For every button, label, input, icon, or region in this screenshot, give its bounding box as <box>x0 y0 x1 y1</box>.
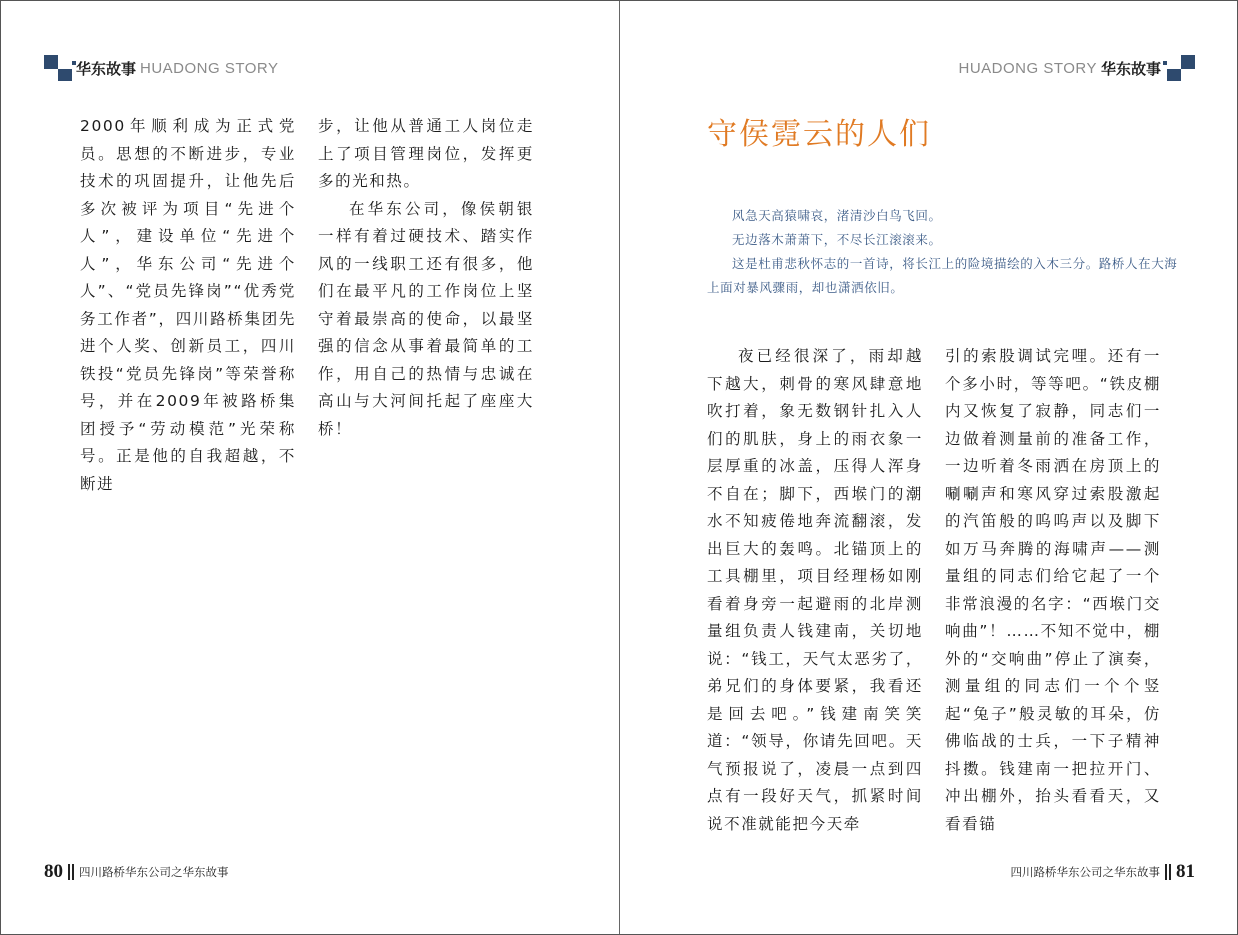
paragraph: 引的索股调试完哩。还有一个多小时，等等吧。“铁皮棚内又恢复了寂静，同志们一边做着测量前的准备工作，一边听着冬雨洒在房顶上的唰唰声和寒风穿过索股激起的汽笛般的呜呜声以及脚下如万马奔腾的海啸声——测量组的同志们给它起了一个非常浪漫的名字：“西堠门交响曲”！……不知不觉中，棚外的“交响曲”停止了演奏，测量组的同志们一个个竖起“兔子”般灵敏的耳朵，仿佛临战的士兵，一下子精神抖擞。钱建南一把拉开门、冲出棚外，抬头看看天，又看看锚 <box>945 347 1161 833</box>
left-page <box>1 1 619 934</box>
intro-line: 无边落木萧萧下，不尽长江滚滚来。 <box>732 232 942 247</box>
page-number: 80 <box>44 861 63 882</box>
page-number: 81 <box>1176 861 1195 882</box>
right-column-2 <box>945 343 1161 838</box>
left-column-1 <box>80 113 296 498</box>
intro-poem <box>707 204 1179 300</box>
header-title-en: HUADONG STORY <box>140 59 279 77</box>
article-title: 守侯霓云的人们 <box>707 117 931 152</box>
right-header <box>959 55 1195 81</box>
right-page <box>620 1 1237 934</box>
intro-line: 风急天高猿啸哀，渚清沙白鸟飞回。 <box>732 208 942 223</box>
paragraph: 2000年顺利成为正式党员。思想的不断进步，专业技术的巩固提升，让他先后多次被评为项目“先进个人”，建设单位“先进个人”，华东公司“先进个人”、“党员先锋岗”“优秀党务工作者”，四川路桥集团先进个人奖、创新员工，四川铁投“党员先锋岗”等荣誉称号，并在2009年被路桥集团授予“劳动模范”光荣称号。正是他的自我超越，不断进 <box>80 117 296 493</box>
header-logo-blocks-icon <box>44 55 76 81</box>
left-header <box>44 55 278 81</box>
footer-text: 四川路桥华东公司之华东故事 <box>1010 865 1160 879</box>
footer-divider <box>1165 864 1171 880</box>
paragraph: 步，让他从普通工人岗位走上了项目管理岗位，发挥更多的光和热。 <box>318 117 534 190</box>
header-title-en: HUADONG STORY <box>958 59 1097 77</box>
header-title-cn: 华东故事 <box>1100 59 1161 78</box>
right-column-1 <box>707 343 923 838</box>
header-title-cn: 华东故事 <box>76 59 137 78</box>
footer-text: 四川路桥华东公司之华东故事 <box>79 865 229 879</box>
paragraph: 夜已经很深了，雨却越下越大，刺骨的寒风肆意地吹打着，象无数钢针扎入人们的肌肤，身上的雨衣象一层厚重的冰盖，压得人浑身不自在；脚下，西堠门的潮水不知疲倦地奔流翻滚，发出巨大的轰鸣。北锚顶上的工具棚里，项目经理杨如刚看着身旁一起避雨的北岸测量组负责人钱建南，关切地说：“钱工，天气太恶劣了，弟兄们的身体要紧，我看还是回去吧。”钱建南笑笑道：“领导，你请先回吧。天气预报说了，凌晨一点到四点有一段好天气，抓紧时间说不准就能把今天牵 <box>707 347 923 833</box>
paragraph: 在华东公司，像侯朝银一样有着过硬技术、踏实作风的一线职工还有很多，他们在最平凡的工作岗位上坚守着最崇高的使命，以最坚强的信念从事着最简单的工作，用自己的热情与忠诚在高山与大河间托起了座座大桥！ <box>318 199 534 438</box>
left-footer <box>44 861 229 883</box>
header-logo-blocks-icon <box>1163 55 1195 81</box>
left-column-2 <box>318 113 534 443</box>
intro-line: 这是杜甫悲秋怀志的一首诗，将长江上的险境描绘的入木三分。路桥人在大海上面对暴风骤雨，却也潇洒依旧。 <box>707 256 1178 295</box>
footer-divider <box>68 864 74 880</box>
right-footer <box>1011 861 1196 883</box>
